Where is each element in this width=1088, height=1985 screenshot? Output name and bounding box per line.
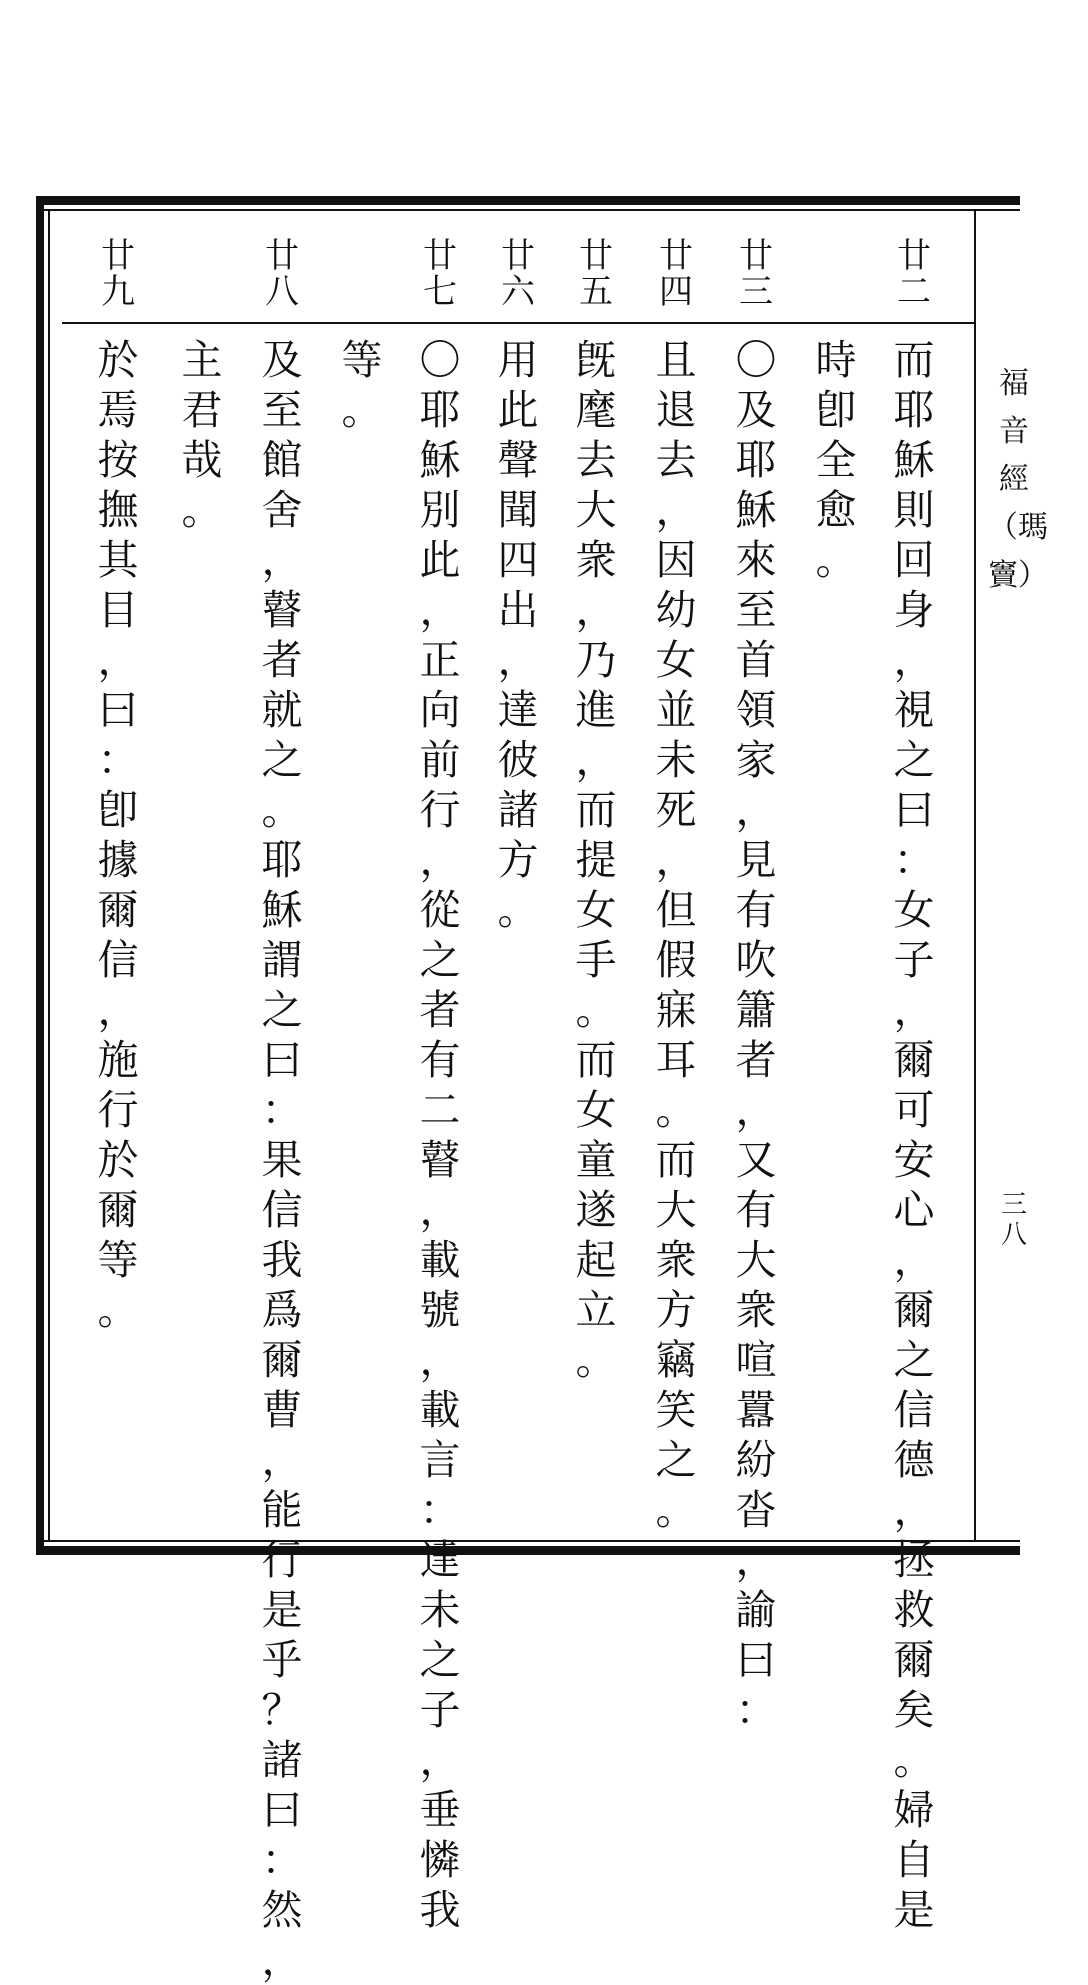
glyph: 假 xyxy=(655,936,697,984)
glyph: 九 xyxy=(101,272,135,312)
glyph: 於 xyxy=(97,336,139,384)
glyph: ， xyxy=(97,636,139,684)
glyph: 從 xyxy=(419,886,461,934)
glyph: 首 xyxy=(735,636,777,684)
verse-text-column xyxy=(810,335,862,585)
glyph: 至 xyxy=(261,386,303,434)
glyph: 焉 xyxy=(97,386,139,434)
glyph: 立 xyxy=(575,1286,617,1334)
glyph: 載 xyxy=(419,1386,461,1434)
glyph: 出 xyxy=(497,586,539,634)
glyph: 〇 xyxy=(735,336,777,384)
glyph: 而 xyxy=(575,786,617,834)
glyph: 穌 xyxy=(261,886,303,934)
glyph: 諸 xyxy=(261,1736,303,1784)
glyph: 之 xyxy=(419,1636,461,1684)
glyph: 廿 xyxy=(101,236,135,276)
verse-text-column xyxy=(492,335,544,935)
glyph: 。 xyxy=(181,486,223,534)
glyph: 大 xyxy=(575,486,617,534)
glyph: ： xyxy=(735,1686,777,1734)
glyph: ， xyxy=(261,1436,303,1484)
glyph: ， xyxy=(893,636,935,684)
glyph: ： xyxy=(97,736,139,784)
glyph: 三 xyxy=(1000,1190,1027,1220)
glyph: （ xyxy=(988,510,1018,545)
verse-text-column xyxy=(414,335,466,1935)
glyph: 主 xyxy=(181,336,223,384)
glyph: ， xyxy=(419,1336,461,1384)
glyph: 喧 xyxy=(735,1336,777,1384)
glyph: 之 xyxy=(655,1436,697,1484)
glyph: 正 xyxy=(419,636,461,684)
verse-number xyxy=(414,238,466,310)
glyph: 未 xyxy=(419,1586,461,1634)
glyph: 謂 xyxy=(261,936,303,984)
glyph: 愈 xyxy=(815,486,857,534)
glyph: 領 xyxy=(735,686,777,734)
glyph: 瞽 xyxy=(419,1136,461,1184)
glyph: ， xyxy=(497,636,539,684)
glyph: 拯 xyxy=(893,1536,935,1584)
glyph: 婦 xyxy=(893,1786,935,1834)
glyph: 我 xyxy=(261,1236,303,1284)
glyph: 未 xyxy=(655,736,697,784)
glyph: 之 xyxy=(893,1336,935,1384)
glyph: 笑 xyxy=(655,1386,697,1434)
glyph: 之 xyxy=(419,936,461,984)
glyph: 子 xyxy=(893,936,935,984)
glyph: 麾 xyxy=(575,386,617,434)
glyph: 救 xyxy=(893,1586,935,1634)
glyph: 曰 xyxy=(97,686,139,734)
glyph: 而 xyxy=(893,336,935,384)
glyph: 行 xyxy=(97,1086,139,1134)
glyph: 。 xyxy=(655,1086,697,1134)
glyph: 撫 xyxy=(97,486,139,534)
page-number xyxy=(988,1190,1040,1250)
glyph: 沓 xyxy=(735,1486,777,1534)
glyph: 並 xyxy=(655,686,697,734)
glyph: 廿 xyxy=(897,236,931,276)
glyph: 耶 xyxy=(893,386,935,434)
glyph: 目 xyxy=(97,586,139,634)
glyph: 死 xyxy=(655,786,697,834)
glyph: 言 xyxy=(419,1436,461,1484)
glyph: 八 xyxy=(1000,1220,1027,1250)
frame-bottom-rule xyxy=(36,1546,1020,1555)
glyph: 廿 xyxy=(739,236,773,276)
glyph: 提 xyxy=(575,836,617,884)
book-title xyxy=(988,360,1048,600)
glyph: 有 xyxy=(735,886,777,934)
glyph: 之 xyxy=(893,736,935,784)
glyph: ， xyxy=(575,736,617,784)
glyph: 視 xyxy=(893,686,935,734)
glyph: 進 xyxy=(575,686,617,734)
glyph: 載 xyxy=(419,1236,461,1284)
glyph: ） xyxy=(1018,558,1048,593)
glyph: 六 xyxy=(501,272,535,312)
glyph: 爾 xyxy=(893,1636,935,1684)
glyph: 。 xyxy=(261,786,303,834)
glyph: 自 xyxy=(893,1836,935,1884)
glyph: 達 xyxy=(497,686,539,734)
glyph: 之 xyxy=(261,986,303,1034)
glyph: 此 xyxy=(419,536,461,584)
glyph: ， xyxy=(419,586,461,634)
glyph: 耶 xyxy=(261,836,303,884)
verse-number xyxy=(650,238,702,310)
verse-number xyxy=(730,238,782,310)
glyph: 心 xyxy=(893,1186,935,1234)
glyph: 耶 xyxy=(735,436,777,484)
glyph: 竇 xyxy=(988,558,1018,593)
verse-text-column xyxy=(336,335,388,435)
verse-text-column xyxy=(570,335,622,1385)
frame-top-rule xyxy=(36,196,1020,205)
glyph: 。 xyxy=(655,1486,697,1534)
glyph: 果 xyxy=(261,1136,303,1184)
glyph: 及 xyxy=(735,386,777,434)
glyph: 。 xyxy=(97,1286,139,1334)
verse-number-divider xyxy=(62,322,974,324)
glyph: 廿 xyxy=(579,236,613,276)
glyph: 四 xyxy=(497,536,539,584)
glyph: ： xyxy=(893,836,935,884)
glyph: ， xyxy=(419,836,461,884)
glyph: 哉 xyxy=(181,436,223,484)
glyph: 全 xyxy=(815,436,857,484)
glyph: 大 xyxy=(735,1236,777,1284)
glyph: 就 xyxy=(261,686,303,734)
glyph: ： xyxy=(261,1836,303,1884)
glyph: 穌 xyxy=(893,436,935,484)
glyph: 別 xyxy=(419,486,461,534)
glyph: 曰 xyxy=(893,786,935,834)
glyph: 八 xyxy=(265,272,299,312)
glyph: 垂 xyxy=(419,1786,461,1834)
glyph: 穌 xyxy=(735,486,777,534)
glyph: 來 xyxy=(735,536,777,584)
glyph: 去 xyxy=(655,436,697,484)
glyph: 竊 xyxy=(655,1336,697,1384)
glyph: 福 xyxy=(999,366,1029,401)
glyph: 號 xyxy=(419,1286,461,1334)
glyph: 聲 xyxy=(497,436,539,484)
glyph: 諸 xyxy=(497,786,539,834)
glyph: 其 xyxy=(97,536,139,584)
glyph: 曹 xyxy=(261,1386,303,1434)
glyph: 回 xyxy=(893,536,935,584)
glyph: ， xyxy=(261,536,303,584)
frame-right-rule xyxy=(974,209,976,1542)
glyph: ， xyxy=(419,1186,461,1234)
glyph: 信 xyxy=(893,1386,935,1434)
glyph: 者 xyxy=(419,986,461,1034)
frame-left-inner-rule xyxy=(48,209,50,1542)
glyph: 信 xyxy=(97,936,139,984)
glyph: ， xyxy=(893,986,935,1034)
glyph: 囂 xyxy=(735,1386,777,1434)
glyph: 。 xyxy=(575,1336,617,1384)
glyph: 可 xyxy=(893,1086,935,1134)
glyph: 退 xyxy=(655,386,697,434)
glyph: 達 xyxy=(419,1536,461,1584)
glyph: 女 xyxy=(575,1086,617,1134)
glyph: ， xyxy=(655,486,697,534)
glyph: ， xyxy=(735,1086,777,1134)
glyph: 是 xyxy=(893,1886,935,1934)
glyph: 然 xyxy=(261,1886,303,1934)
glyph: 經 xyxy=(999,462,1029,497)
glyph: 家 xyxy=(735,736,777,784)
glyph: 舍 xyxy=(261,486,303,534)
glyph: 子 xyxy=(419,1686,461,1734)
glyph: 音 xyxy=(999,414,1029,449)
frame-left-rule xyxy=(36,196,44,1555)
verse-text-column xyxy=(650,335,702,1535)
glyph: 卽 xyxy=(97,786,139,834)
glyph: 五 xyxy=(579,272,613,312)
glyph: ， xyxy=(655,836,697,884)
glyph: ， xyxy=(419,1736,461,1784)
glyph: ？ xyxy=(261,1686,303,1734)
glyph: 廿 xyxy=(659,236,693,276)
glyph: 曰 xyxy=(735,1636,777,1684)
verse-number xyxy=(92,238,144,310)
glyph: 耳 xyxy=(655,1036,697,1084)
glyph: 二 xyxy=(897,272,931,312)
glyph: 三 xyxy=(739,272,773,312)
glyph: 爾 xyxy=(97,1186,139,1234)
glyph: 爾 xyxy=(97,886,139,934)
glyph: 起 xyxy=(575,1236,617,1284)
verse-text-column xyxy=(888,335,940,1935)
glyph: 乃 xyxy=(575,636,617,684)
glyph: 但 xyxy=(655,886,697,934)
glyph: 方 xyxy=(497,836,539,884)
glyph: 者 xyxy=(735,1036,777,1084)
glyph: 等 xyxy=(341,336,383,384)
glyph: 衆 xyxy=(575,536,617,584)
verse-text-column xyxy=(256,335,308,1985)
glyph: 去 xyxy=(575,436,617,484)
glyph: 吹 xyxy=(735,936,777,984)
glyph: 瞽 xyxy=(261,586,303,634)
glyph: 向 xyxy=(419,686,461,734)
glyph: 之 xyxy=(261,736,303,784)
glyph: 因 xyxy=(655,536,697,584)
glyph: 憐 xyxy=(419,1836,461,1884)
glyph: 廿 xyxy=(501,236,535,276)
glyph: ： xyxy=(261,1086,303,1134)
glyph: 童 xyxy=(575,1136,617,1184)
glyph: 旣 xyxy=(575,336,617,384)
glyph: 曰 xyxy=(261,1036,303,1084)
glyph: 時 xyxy=(815,336,857,384)
glyph: 信 xyxy=(261,1186,303,1234)
glyph: 見 xyxy=(735,836,777,884)
glyph: 君 xyxy=(181,386,223,434)
glyph: 。 xyxy=(341,386,383,434)
glyph: 衆 xyxy=(655,1236,697,1284)
glyph: 館 xyxy=(261,436,303,484)
glyph: 我 xyxy=(419,1886,461,1934)
verse-number xyxy=(492,238,544,310)
glyph: 爲 xyxy=(261,1286,303,1334)
glyph: ， xyxy=(893,1236,935,1284)
verse-number xyxy=(256,238,308,310)
glyph: 且 xyxy=(655,336,697,384)
verse-text-column xyxy=(730,335,782,1735)
glyph: 行 xyxy=(419,786,461,834)
glyph: 廿 xyxy=(265,236,299,276)
glyph: 女 xyxy=(893,886,935,934)
glyph: 有 xyxy=(419,1036,461,1084)
glyph: ， xyxy=(735,1536,777,1584)
verse-text-column xyxy=(92,335,144,1335)
glyph: 至 xyxy=(735,586,777,634)
glyph: 行 xyxy=(261,1536,303,1584)
glyph: 瑪 xyxy=(1018,510,1048,545)
glyph: 則 xyxy=(893,486,935,534)
glyph: 幼 xyxy=(655,586,697,634)
glyph: 手 xyxy=(575,936,617,984)
glyph: 乎 xyxy=(261,1636,303,1684)
glyph: 爾 xyxy=(893,1036,935,1084)
glyph: 七 xyxy=(423,272,457,312)
glyph: 遂 xyxy=(575,1186,617,1234)
glyph: 女 xyxy=(655,636,697,684)
glyph: 。 xyxy=(497,886,539,934)
glyph: 四 xyxy=(659,272,693,312)
glyph: 施 xyxy=(97,1036,139,1084)
frame-top-inner-rule xyxy=(36,209,1020,211)
glyph: 卽 xyxy=(815,386,857,434)
glyph: 寐 xyxy=(655,986,697,1034)
glyph: 諭 xyxy=(735,1586,777,1634)
glyph: 。 xyxy=(893,1736,935,1784)
glyph: 爾 xyxy=(893,1286,935,1334)
glyph: 。 xyxy=(815,536,857,584)
glyph: ， xyxy=(575,586,617,634)
glyph: ： xyxy=(419,1486,461,1534)
glyph: 而 xyxy=(575,1036,617,1084)
glyph: ， xyxy=(97,986,139,1034)
glyph: 能 xyxy=(261,1486,303,1534)
glyph: 簫 xyxy=(735,986,777,1034)
verse-number xyxy=(888,238,940,310)
glyph: 此 xyxy=(497,386,539,434)
glyph: 大 xyxy=(655,1186,697,1234)
glyph: 耶 xyxy=(419,386,461,434)
glyph: 女 xyxy=(575,886,617,934)
glyph: 者 xyxy=(261,636,303,684)
glyph: 而 xyxy=(655,1136,697,1184)
glyph: 聞 xyxy=(497,486,539,534)
glyph: ， xyxy=(735,786,777,834)
glyph: 用 xyxy=(497,336,539,384)
frame-bottom-inner-rule xyxy=(36,1540,1020,1542)
glyph: 廿 xyxy=(423,236,457,276)
glyph: 德 xyxy=(893,1436,935,1484)
glyph: 彼 xyxy=(497,736,539,784)
glyph: 矣 xyxy=(893,1686,935,1734)
glyph: 紛 xyxy=(735,1436,777,1484)
glyph: 〇 xyxy=(419,336,461,384)
glyph: 曰 xyxy=(261,1786,303,1834)
glyph: 及 xyxy=(261,336,303,384)
glyph: 於 xyxy=(97,1136,139,1184)
glyph: 又 xyxy=(735,1136,777,1184)
glyph: 。 xyxy=(575,986,617,1034)
glyph: 身 xyxy=(893,586,935,634)
glyph: 前 xyxy=(419,736,461,784)
glyph: 等 xyxy=(97,1236,139,1284)
glyph: 是 xyxy=(261,1586,303,1634)
glyph: 有 xyxy=(735,1186,777,1234)
glyph: 據 xyxy=(97,836,139,884)
glyph: 安 xyxy=(893,1136,935,1184)
glyph: 穌 xyxy=(419,436,461,484)
glyph: ， xyxy=(261,1936,303,1984)
verse-number xyxy=(570,238,622,310)
glyph: ， xyxy=(893,1486,935,1534)
glyph: 方 xyxy=(655,1286,697,1334)
glyph: 衆 xyxy=(735,1286,777,1334)
glyph: 爾 xyxy=(261,1336,303,1384)
glyph: 二 xyxy=(419,1086,461,1134)
verse-text-column xyxy=(176,335,228,535)
glyph: 按 xyxy=(97,436,139,484)
